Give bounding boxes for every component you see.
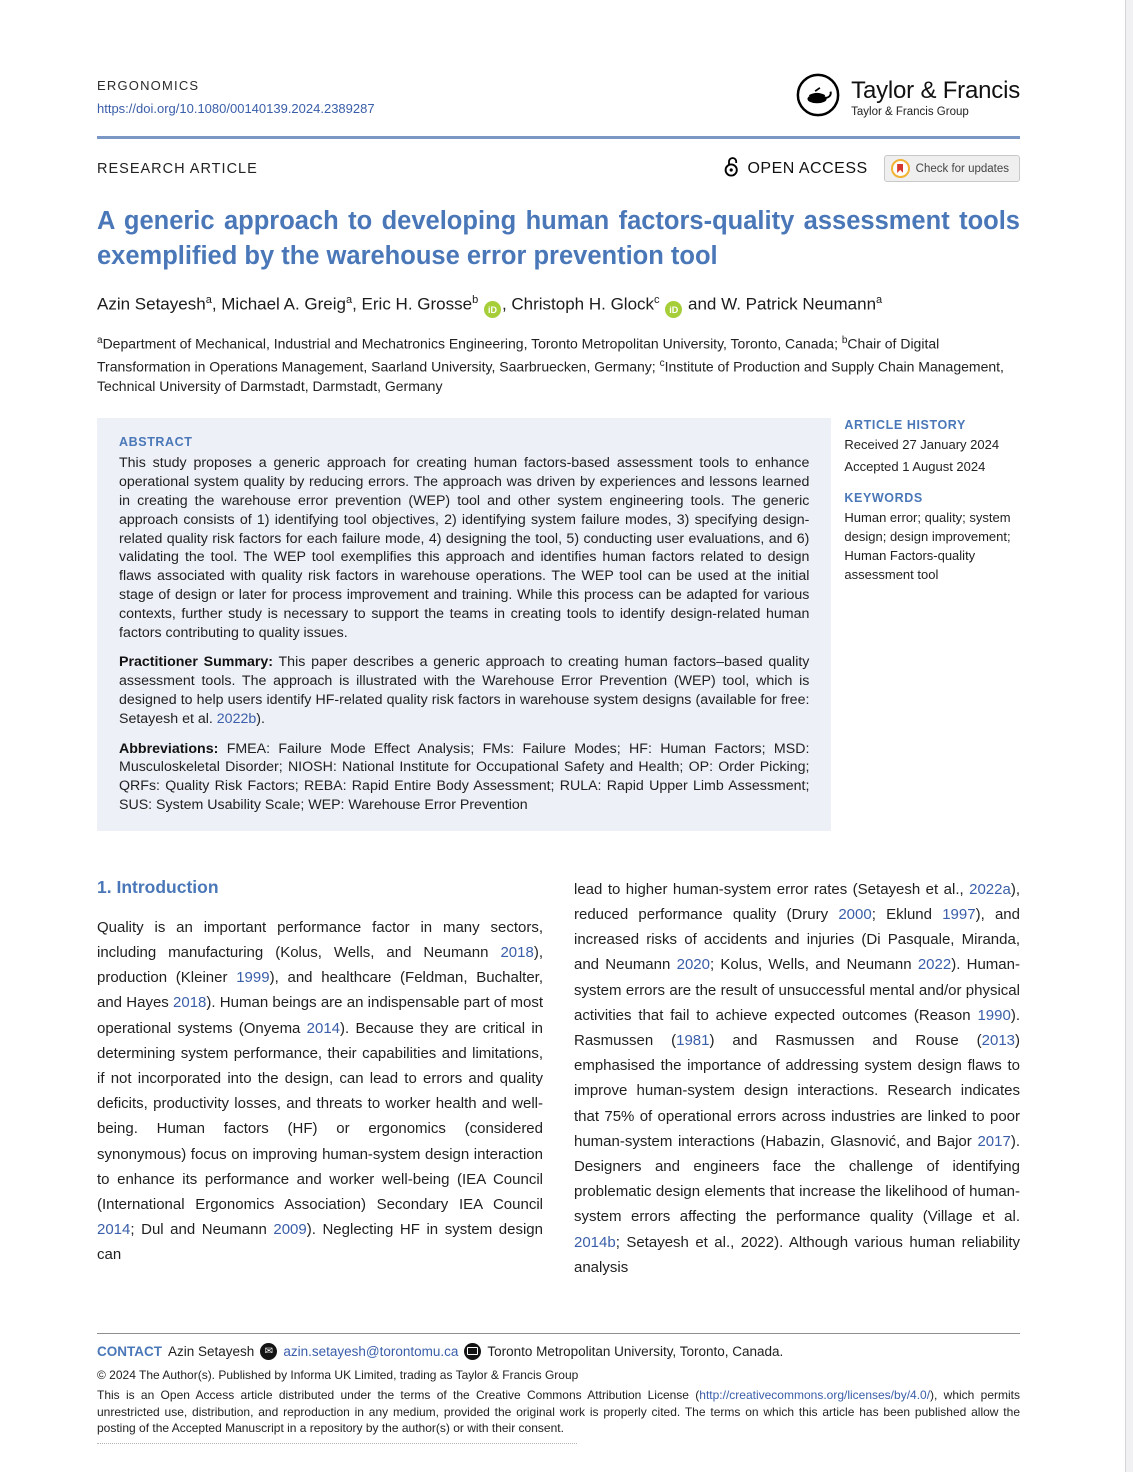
contact-line xyxy=(97,1343,1020,1360)
inline-link[interactable]: 2020 xyxy=(676,956,710,974)
license-text: This is an Open Access article distributed under the terms of the Creative Commons Attribution License (http://creativecommons.org/licenses/by/4.0/), which permits unrestricted use, distribution, and reproduction in any medium, provided the original work is properly cited. The terms on which this article has been published allow the posting of the Accepted Manuscript in a repository by the author(s) or with their consent. xyxy=(97,1387,1020,1436)
inline-link[interactable]: 2022b xyxy=(216,710,257,727)
inline-link[interactable]: 2014b xyxy=(574,1233,616,1251)
copyright-line: © 2024 The Author(s). Published by Informa UK Limited, trading as Taylor & Francis Group xyxy=(97,1367,579,1382)
left-column xyxy=(97,877,543,1329)
article-info-sidebar xyxy=(844,418,1020,830)
superscript: a xyxy=(205,294,212,306)
authors-line: Azin Setayesh$^a$, Michael A. Greig$^a$, Eric H. Grosse$^b$ iD , Christoph H. Glock$^c$ iD and W. Patrick Neumann$^a$ xyxy=(97,294,1020,318)
institution-icon xyxy=(464,1343,481,1360)
practitioner-summary xyxy=(119,653,809,728)
inline-link[interactable]: 1990 xyxy=(977,1006,1011,1024)
superscript: b xyxy=(472,294,479,306)
article-title: A generic approach to developing human factors-quality assessment tools exemplified by the warehouse error prevention tool xyxy=(97,207,1020,270)
inline-link[interactable]: 2017 xyxy=(977,1132,1011,1150)
scrollbar[interactable] xyxy=(1125,0,1133,1472)
contact-email-link[interactable]: azin.setayesh@torontomu.ca xyxy=(283,1343,459,1359)
abstract-section xyxy=(97,418,1020,830)
intro-paragraph-left: Quality is an important performance factor in many sectors, including manufacturing (Kolus, Wells, and Neumann 2018), production (Kleiner 1999), and healthcare (Feldman, Buchalter, and Hayes 2018). Human beings are an indispensable part of most operational systems (Onyema 2014). Because they are critical in determining system performance, their capabilities and limitations, if not incorporated into the design, can lead to errors and quality deficits, productivity losses, and threats to worker health and well-being. Human factors (HF) or ergonomics (considered synonymous) focus on improving human-system design interaction to enhance its performance and worker well-being (IEA Council (International Ergonomics Association) Secondary IEA Council 2014; Dul and Neumann 2009). Neglecting HF in system design can xyxy=(97,918,544,1264)
logo-title: Taylor & Francis xyxy=(851,77,1020,104)
contact-affiliation: Toronto Metropolitan University, Toronto, Canada. xyxy=(487,1343,784,1359)
accepted-date: Accepted 1 August 2024 xyxy=(844,459,986,475)
inline-link[interactable]: 2018 xyxy=(500,944,534,962)
superscript: a xyxy=(345,294,353,306)
article-type-row xyxy=(97,155,1020,182)
body-columns xyxy=(97,877,1020,1329)
article-history-label: ARTICLE HISTORY xyxy=(844,418,966,433)
superscript: c xyxy=(659,357,665,369)
abstract-label: ABSTRACT xyxy=(119,435,193,450)
inline-link[interactable]: 1997 xyxy=(942,906,976,924)
orcid-icon[interactable]: iD xyxy=(484,301,501,318)
inline-link[interactable]: 2013 xyxy=(981,1032,1016,1050)
logo-subtitle: Taylor & Francis Group xyxy=(851,106,969,118)
journal-block xyxy=(97,78,375,118)
open-access-block xyxy=(724,156,867,182)
inline-link[interactable]: 2022a xyxy=(969,880,1011,898)
inline-link[interactable]: 2022 xyxy=(917,956,952,974)
inline-link[interactable]: 2000 xyxy=(838,906,872,924)
masthead xyxy=(97,78,1020,123)
inline-link[interactable]: 1981 xyxy=(676,1032,710,1050)
abbreviations-text: FMEA: Failure Mode Effect Analysis; FMs: Failure Modes; HF: Human Factors; MSD: Musculoskeletal Disorder; NIOSH: National Institute for Occupational Safety and Health; OP: Order Picking; QRFs: Quality Risk Factors; REBA: Rapid Entire Body Assessment; RULA: Rapid Upper Limb Assessment; SUS: System Usability Scale; WEP: Warehouse Error Prevention xyxy=(119,740,810,814)
received-date: Received 27 January 2024 xyxy=(844,437,1000,453)
abstract-text: This study proposes a generic approach for creating human factors-based assessment tools to enhance operational system quality by reducing errors. The approach was driven by experiences and lessons learned in creating the warehouse error prevention (WEP) tool and other system engineering tools. The generic approach consists of 1) identifying tool objectives, 2) identifying system failure modes, 3) specifying design-related quality risk factors for each failure mode, 4) designing the tool, 5) conducting user evaluations, and 6) validating the tool. The WEP tool exemplifies this approach and identifies human factors related to design flaws associated with quality risk factors in warehouse operations. The WEP tool can be used at the initial stage of design or later for process improvement and training. While this process can be adapted for various contexts, further study is necessary to support the teams in creating tools to identify design-related human factors contributing to quality issues. xyxy=(119,455,810,641)
logo-wordmark xyxy=(851,77,1020,118)
journal-name: ERGONOMICS xyxy=(97,78,200,93)
inline-link[interactable]: 2014 xyxy=(97,1221,131,1239)
orcid-icon[interactable]: iD xyxy=(665,301,682,318)
practitioner-label: Practitioner Summary: xyxy=(119,654,273,671)
check-for-updates-label: Check for updates xyxy=(915,162,1009,175)
inline-link[interactable]: 1999 xyxy=(236,969,270,987)
inline-link[interactable]: http://creativecommons.org/licenses/by/4.0/ xyxy=(699,1387,931,1402)
superscript: b xyxy=(841,335,848,347)
access-block xyxy=(724,155,1020,182)
taylor-francis-logo xyxy=(795,72,1020,123)
right-column xyxy=(574,877,1020,1329)
keywords-text: Human error; quality; system design; design improvement; Human Factors-quality assessment tool xyxy=(844,510,1011,583)
inline-link[interactable]: 2009 xyxy=(273,1221,307,1239)
lamp-logo-icon xyxy=(795,72,841,123)
inline-link[interactable]: 2018 xyxy=(173,994,207,1012)
superscript: a xyxy=(97,335,103,347)
check-for-updates-button[interactable] xyxy=(884,155,1020,182)
keywords-label: KEYWORDS xyxy=(844,491,923,506)
intro-paragraph-right: lead to higher human-system error rates (Setayesh et al., 2022a), reduced performance quality (Drury 2000; Eklund 1997), and increased risks of accidents and injuries (Di Pasquale, Miranda, and Neumann 2020; Kolus, Wells, and Neumann 2022). Human-system errors are the result of unsuccessful mental and/or physical activities that fail to achieve expected outcomes (Reason 1990). Rasmussen (1981) and Rasmussen and Rouse (2013) emphasised the importance of addressing system design flaws to improve human-system design interactions. Research indicates that 75% of operational errors across industries are linked to poor human-system interactions (Habazin, Glasnović, and Bajor 2017). Designers and engineers face the challenge of identifying problematic design elements that increase the likelihood of human-system errors affecting the performance quality (Village et al. 2014b; Setayesh et al., 2022). Although various human reliability analysis xyxy=(574,880,1020,1276)
header-rule xyxy=(97,136,1020,139)
email-icon: ✉ xyxy=(260,1343,277,1360)
practitioner-text: This paper describes a generic approach to creating human factors–based quality assessment tools. The approach is illustrated with the Warehouse Error Prevention (WEP) tool, which is designed to help users identify HF-related quality risk factors in warehouse system designs (available for free: Setayesh et al. 2022b). xyxy=(119,654,810,727)
superscript: c xyxy=(654,294,660,306)
contact-name: Azin Setayesh xyxy=(168,1343,255,1359)
introduction-heading: 1. Introduction xyxy=(97,876,219,897)
abbreviations-label: Abbreviations: xyxy=(119,740,219,757)
abbreviations xyxy=(119,740,809,815)
footer-rule xyxy=(97,1333,1020,1334)
crossmark-icon xyxy=(891,159,910,178)
article-type-label: RESEARCH ARTICLE xyxy=(97,160,258,177)
open-padlock-icon xyxy=(724,156,740,182)
open-access-label: OPEN ACCESS xyxy=(747,159,868,177)
abstract-box xyxy=(97,418,831,830)
inline-link[interactable]: 2014 xyxy=(306,1019,341,1037)
contact-label: CONTACT xyxy=(97,1343,162,1359)
superscript: a xyxy=(876,294,883,306)
doi-link[interactable]: https://doi.org/10.1080/00140139.2024.2389287 xyxy=(97,101,375,116)
affiliations: $^a$Department of Mechanical, Industrial and Mechatronics Engineering, Toronto Metropolitan University, Toronto, Canada; $^b$Chair of Digital Transformation in Operations Management, Saarland University, Saarbruecken, Germany; $^c$Institute of Production and Supply Chain Management, Technical University of Darmstadt, Darmstadt, Germany xyxy=(97,335,1004,395)
footer-dotted-rule xyxy=(97,1443,577,1444)
